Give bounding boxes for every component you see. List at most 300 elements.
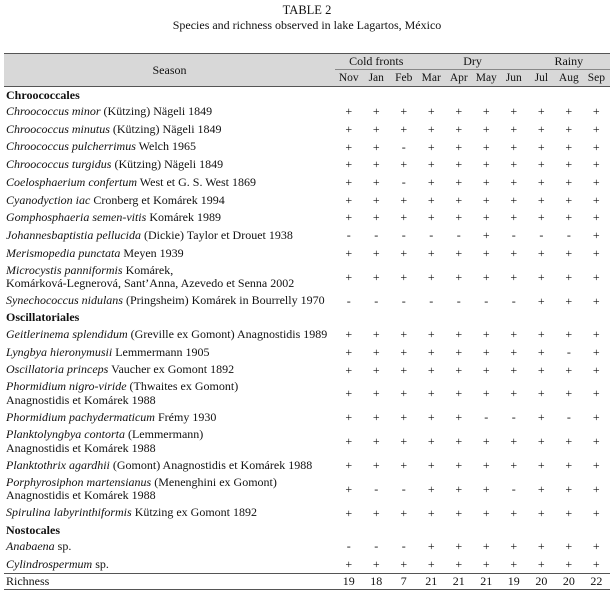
- presence-cell: -: [401, 293, 406, 308]
- presence-cell: +: [372, 557, 380, 572]
- presence-cell: +: [592, 557, 600, 572]
- species-authority-continued: Komárková-Legnerová, Sant’Anna, Azevedo et Senna 2002: [6, 276, 295, 291]
- presence-cell: +: [372, 192, 380, 207]
- species-authority: (Dickie) Taylor et Drouet 1938: [140, 227, 293, 242]
- season-group-header: Dry: [418, 54, 528, 70]
- species-name: Cylindrospermum: [6, 556, 93, 571]
- month-header: Jun: [500, 70, 528, 87]
- presence-cell: +: [482, 157, 490, 172]
- species-name: Chroococcus turgidus: [6, 157, 112, 172]
- presence-cell: -: [346, 293, 351, 308]
- species-name-cell: [4, 138, 335, 156]
- presence-cell: +: [510, 344, 518, 359]
- presence-cell: +: [372, 139, 380, 154]
- species-authority: (Pringsheim) Komárek in Bourrelly 1970: [122, 293, 325, 308]
- species-name: Chroococcus minutus: [6, 121, 110, 136]
- richness-value: 19: [335, 574, 363, 590]
- presence-cell: +: [400, 122, 408, 137]
- table-row: [4, 361, 610, 379]
- month-header: Jan: [363, 70, 391, 87]
- presence-cell: -: [401, 139, 406, 154]
- presence-cell: +: [455, 245, 463, 260]
- presence-cell: +: [510, 122, 518, 137]
- season-group-header: Rainy: [528, 54, 611, 70]
- table-row: [4, 209, 610, 227]
- richness-value: 18: [363, 574, 391, 590]
- table-row: [4, 538, 610, 556]
- presence-cell: +: [400, 269, 408, 284]
- presence-cell: -: [401, 175, 406, 190]
- presence-cell: +: [592, 293, 600, 308]
- species-authority: sp.: [54, 539, 72, 554]
- species-authority: (Kützing) Nägeli 1849: [100, 104, 213, 119]
- presence-cell: -: [456, 293, 461, 308]
- presence-cell: +: [565, 175, 573, 190]
- presence-cell: +: [400, 104, 408, 119]
- species-name-cell: [4, 156, 335, 174]
- presence-cell: +: [455, 210, 463, 225]
- presence-cell: +: [482, 539, 490, 554]
- presence-cell: +: [372, 344, 380, 359]
- presence-cell: +: [455, 386, 463, 401]
- presence-cell: +: [537, 245, 545, 260]
- presence-cell: +: [482, 122, 490, 137]
- presence-cell: -: [401, 228, 406, 243]
- presence-cell: +: [427, 434, 435, 449]
- species-name: Gomphosphaeria semen-vitis: [6, 210, 147, 225]
- richness-value: 19: [500, 574, 528, 590]
- presence-cell: +: [565, 481, 573, 496]
- species-authority: Meyen 1939: [120, 245, 184, 260]
- presence-cell: -: [401, 539, 406, 554]
- presence-cell: +: [345, 457, 353, 472]
- table-row: [4, 191, 610, 209]
- month-header: Nov: [335, 70, 363, 87]
- presence-cell: +: [482, 457, 490, 472]
- presence-cell: +: [372, 362, 380, 377]
- presence-cell: +: [427, 157, 435, 172]
- presence-cell: +: [537, 457, 545, 472]
- presence-cell: -: [346, 539, 351, 554]
- table-body: [4, 87, 610, 590]
- presence-cell: +: [510, 457, 518, 472]
- table-row: [4, 292, 610, 310]
- presence-cell: +: [455, 139, 463, 154]
- month-header: May: [473, 70, 501, 87]
- species-authority: West et G. S. West 1869: [137, 174, 256, 189]
- table-row: [4, 326, 610, 344]
- month-header: Jul: [528, 70, 556, 87]
- presence-cell: +: [565, 157, 573, 172]
- presence-cell: +: [537, 344, 545, 359]
- presence-cell: +: [537, 175, 545, 190]
- presence-cell: +: [565, 557, 573, 572]
- presence-cell: +: [510, 210, 518, 225]
- presence-cell: +: [455, 269, 463, 284]
- presence-cell: +: [537, 505, 545, 520]
- species-name: Cyanodyction iac: [6, 192, 91, 207]
- species-name-cell: [4, 474, 335, 504]
- presence-cell: -: [456, 228, 461, 243]
- presence-cell: +: [427, 269, 435, 284]
- presence-cell: +: [345, 327, 353, 342]
- species-name-cell: [4, 103, 335, 121]
- presence-cell: +: [455, 539, 463, 554]
- presence-cell: +: [345, 362, 353, 377]
- presence-cell: -: [429, 293, 434, 308]
- table-row: [4, 156, 610, 174]
- presence-cell: +: [482, 269, 490, 284]
- species-name: Johannesbaptistia pellucida: [6, 227, 141, 242]
- presence-cell: +: [345, 122, 353, 137]
- presence-cell: +: [372, 210, 380, 225]
- presence-cell: +: [372, 327, 380, 342]
- species-name-cell: [4, 121, 335, 139]
- presence-cell: +: [345, 481, 353, 496]
- richness-value: 20: [555, 574, 583, 590]
- presence-cell: +: [510, 104, 518, 119]
- presence-cell: +: [427, 139, 435, 154]
- species-name-cell: [4, 174, 335, 192]
- presence-cell: +: [455, 481, 463, 496]
- species-authority: Komárek 1989: [146, 210, 221, 225]
- table-row: [4, 174, 610, 192]
- table-row: [4, 409, 610, 427]
- species-name-cell: [4, 457, 335, 475]
- presence-cell: +: [565, 210, 573, 225]
- presence-cell: -: [511, 481, 516, 496]
- species-authority: (Lemmermann): [124, 427, 204, 442]
- presence-cell: +: [565, 122, 573, 137]
- presence-cell: -: [566, 410, 571, 425]
- presence-cell: +: [592, 434, 600, 449]
- species-name-cell: [4, 191, 335, 209]
- presence-cell: +: [400, 157, 408, 172]
- presence-cell: +: [372, 122, 380, 137]
- presence-cell: +: [537, 434, 545, 449]
- presence-cell: +: [592, 410, 600, 425]
- presence-cell: +: [592, 539, 600, 554]
- species-name: Microcystis panniformis: [6, 262, 123, 277]
- presence-cell: -: [539, 228, 544, 243]
- richness-row: [4, 574, 610, 590]
- section-title: Nostocales: [6, 522, 60, 537]
- richness-value: 21: [473, 574, 501, 590]
- presence-cell: +: [537, 157, 545, 172]
- table-row: [4, 103, 610, 121]
- presence-cell: +: [537, 139, 545, 154]
- table-row: [4, 474, 610, 504]
- presence-cell: +: [427, 410, 435, 425]
- presence-cell: -: [511, 410, 516, 425]
- table-row: [4, 262, 610, 292]
- species-name: Planktothrix agardhii: [6, 457, 110, 472]
- presence-cell: +: [345, 192, 353, 207]
- presence-cell: +: [537, 410, 545, 425]
- presence-cell: +: [345, 175, 353, 190]
- presence-cell: +: [427, 505, 435, 520]
- presence-cell: +: [537, 386, 545, 401]
- presence-cell: +: [427, 457, 435, 472]
- presence-cell: +: [427, 481, 435, 496]
- presence-cell: +: [482, 104, 490, 119]
- species-authority: sp.: [92, 556, 109, 571]
- richness-label: Richness: [4, 574, 335, 590]
- presence-cell: +: [537, 481, 545, 496]
- presence-cell: +: [427, 122, 435, 137]
- presence-cell: +: [482, 327, 490, 342]
- species-authority-continued: Anagnostidis et Komárek 1988: [6, 392, 156, 407]
- presence-cell: +: [345, 557, 353, 572]
- table-header: [4, 54, 610, 87]
- species-name: Porphyrosiphon martensianus: [6, 474, 152, 489]
- presence-cell: -: [429, 228, 434, 243]
- presence-cell: +: [400, 192, 408, 207]
- presence-cell: +: [510, 245, 518, 260]
- presence-cell: +: [427, 557, 435, 572]
- presence-cell: +: [592, 228, 600, 243]
- presence-cell: +: [510, 557, 518, 572]
- presence-cell: +: [565, 505, 573, 520]
- presence-cell: +: [345, 434, 353, 449]
- presence-cell: +: [592, 362, 600, 377]
- presence-cell: +: [345, 269, 353, 284]
- presence-cell: +: [510, 175, 518, 190]
- species-name: Phormidium nigro-viride: [6, 379, 127, 394]
- table-row: [4, 227, 610, 245]
- species-name-cell: [4, 262, 335, 292]
- section-title: Chroococcales: [6, 87, 80, 102]
- species-name-cell: [4, 292, 335, 310]
- presence-cell: +: [400, 210, 408, 225]
- presence-cell: +: [510, 362, 518, 377]
- species-name: Planktolyngbya contorta: [6, 427, 125, 442]
- presence-cell: +: [592, 327, 600, 342]
- presence-cell: +: [592, 210, 600, 225]
- presence-cell: +: [345, 139, 353, 154]
- presence-cell: -: [374, 293, 379, 308]
- presence-cell: -: [374, 228, 379, 243]
- presence-cell: -: [484, 410, 489, 425]
- species-name: Geitlerinema splendidum: [6, 326, 128, 341]
- presence-cell: +: [565, 269, 573, 284]
- presence-cell: +: [482, 481, 490, 496]
- presence-cell: +: [427, 327, 435, 342]
- species-name: Phormidium pachydermaticum: [6, 410, 155, 425]
- presence-cell: +: [455, 457, 463, 472]
- presence-cell: +: [592, 505, 600, 520]
- table-row: [4, 245, 610, 263]
- month-header: Apr: [445, 70, 473, 87]
- presence-cell: +: [592, 457, 600, 472]
- presence-cell: +: [537, 269, 545, 284]
- presence-cell: -: [374, 481, 379, 496]
- presence-cell: -: [401, 481, 406, 496]
- presence-cell: +: [345, 210, 353, 225]
- presence-cell: +: [427, 539, 435, 554]
- presence-cell: +: [565, 386, 573, 401]
- species-authority: (Thwaites ex Gomont): [126, 379, 239, 394]
- presence-cell: +: [592, 481, 600, 496]
- presence-cell: +: [537, 122, 545, 137]
- table-row: [4, 457, 610, 475]
- species-name: Coelosphaerium confertum: [6, 174, 137, 189]
- richness-value: 22: [583, 574, 611, 590]
- presence-cell: +: [482, 245, 490, 260]
- presence-cell: +: [537, 104, 545, 119]
- presence-cell: +: [427, 362, 435, 377]
- presence-cell: +: [537, 327, 545, 342]
- richness-value: 21: [418, 574, 446, 590]
- presence-cell: +: [400, 386, 408, 401]
- presence-cell: +: [372, 505, 380, 520]
- presence-cell: +: [510, 505, 518, 520]
- species-name-cell: [4, 504, 335, 522]
- presence-cell: +: [455, 192, 463, 207]
- presence-cell: +: [510, 434, 518, 449]
- species-authority: Cronberg et Komárek 1994: [90, 192, 225, 207]
- species-name-cell: [4, 556, 335, 574]
- presence-cell: -: [511, 293, 516, 308]
- presence-cell: +: [345, 505, 353, 520]
- species-name: Chroococcus minor: [6, 104, 101, 119]
- presence-cell: +: [565, 539, 573, 554]
- presence-cell: +: [482, 557, 490, 572]
- species-authority: Welch 1965: [135, 139, 197, 154]
- presence-cell: +: [482, 228, 490, 243]
- presence-cell: +: [372, 410, 380, 425]
- presence-cell: +: [565, 192, 573, 207]
- richness-value: 20: [528, 574, 556, 590]
- presence-cell: +: [400, 327, 408, 342]
- presence-cell: +: [455, 557, 463, 572]
- presence-cell: +: [455, 344, 463, 359]
- presence-cell: +: [482, 192, 490, 207]
- presence-cell: +: [565, 104, 573, 119]
- presence-cell: +: [455, 505, 463, 520]
- presence-cell: +: [400, 457, 408, 472]
- species-authority: (Greville ex Gomont) Anagnostidis 1989: [127, 326, 328, 341]
- species-authority: (Menenghini ex Gomont): [151, 474, 277, 489]
- presence-cell: +: [345, 386, 353, 401]
- presence-cell: +: [592, 104, 600, 119]
- species-authority-continued: Anagnostidis et Komárek 1988: [6, 440, 156, 455]
- species-authority: (Kützing) Nägeli 1849: [109, 121, 222, 136]
- presence-cell: +: [400, 434, 408, 449]
- presence-cell: -: [346, 228, 351, 243]
- presence-cell: +: [427, 245, 435, 260]
- presence-cell: +: [345, 344, 353, 359]
- table-title: TABLE 2: [282, 3, 332, 17]
- presence-cell: -: [484, 293, 489, 308]
- presence-cell: +: [400, 410, 408, 425]
- presence-cell: +: [482, 386, 490, 401]
- table-row: [4, 504, 610, 522]
- presence-cell: +: [537, 293, 545, 308]
- species-name-cell: [4, 344, 335, 362]
- presence-cell: +: [427, 210, 435, 225]
- presence-cell: +: [372, 434, 380, 449]
- presence-cell: -: [511, 228, 516, 243]
- season-column-header: Season: [4, 54, 335, 87]
- table-caption: Species and richness observed in lake Lagartos, México: [172, 18, 442, 32]
- presence-cell: +: [372, 157, 380, 172]
- presence-cell: +: [455, 410, 463, 425]
- presence-cell: +: [537, 557, 545, 572]
- presence-cell: +: [510, 139, 518, 154]
- presence-cell: +: [482, 505, 490, 520]
- presence-cell: +: [345, 245, 353, 260]
- presence-cell: +: [592, 344, 600, 359]
- presence-cell: +: [482, 175, 490, 190]
- presence-cell: +: [482, 434, 490, 449]
- table-row: [4, 427, 610, 457]
- presence-cell: +: [592, 122, 600, 137]
- table-row: [4, 556, 610, 574]
- presence-cell: +: [592, 157, 600, 172]
- presence-cell: +: [537, 192, 545, 207]
- presence-cell: +: [482, 210, 490, 225]
- presence-cell: +: [372, 386, 380, 401]
- species-name-cell: [4, 245, 335, 263]
- richness-value: 21: [445, 574, 473, 590]
- species-name-cell: [4, 427, 335, 457]
- presence-cell: +: [372, 104, 380, 119]
- species-name-cell: [4, 361, 335, 379]
- species-name-cell: [4, 209, 335, 227]
- presence-cell: +: [345, 157, 353, 172]
- presence-cell: -: [374, 539, 379, 554]
- presence-cell: +: [592, 175, 600, 190]
- species-authority: Komárek,: [122, 262, 174, 277]
- species-name: Lyngbya hieronymusii: [6, 344, 113, 359]
- presence-cell: +: [592, 269, 600, 284]
- month-header: Sep: [583, 70, 611, 87]
- presence-cell: +: [565, 293, 573, 308]
- presence-cell: +: [345, 410, 353, 425]
- presence-cell: +: [427, 175, 435, 190]
- species-authority: Frémy 1930: [154, 410, 217, 425]
- species-name-cell: [4, 409, 335, 427]
- presence-cell: +: [537, 362, 545, 377]
- presence-cell: +: [427, 386, 435, 401]
- species-name: Merismopedia punctata: [6, 245, 121, 260]
- presence-cell: -: [566, 228, 571, 243]
- species-name-cell: [4, 326, 335, 344]
- presence-cell: +: [482, 344, 490, 359]
- presence-cell: +: [510, 327, 518, 342]
- species-name-cell: [4, 379, 335, 409]
- species-name: Anabaena: [6, 539, 55, 554]
- month-header: Mar: [418, 70, 446, 87]
- species-name-cell: [4, 538, 335, 556]
- presence-cell: +: [592, 192, 600, 207]
- presence-cell: +: [400, 505, 408, 520]
- species-name: Chroococcus pulcherrimus: [6, 139, 136, 154]
- month-header: Aug: [555, 70, 583, 87]
- season-group-header: Cold fronts: [335, 54, 418, 70]
- presence-cell: +: [400, 362, 408, 377]
- table-row: [4, 138, 610, 156]
- presence-cell: +: [400, 245, 408, 260]
- species-table: [4, 53, 610, 590]
- species-name: Oscillatoria princeps: [6, 362, 109, 377]
- presence-cell: +: [455, 434, 463, 449]
- presence-cell: +: [592, 245, 600, 260]
- presence-cell: +: [510, 269, 518, 284]
- table-row: [4, 344, 610, 362]
- presence-cell: +: [455, 327, 463, 342]
